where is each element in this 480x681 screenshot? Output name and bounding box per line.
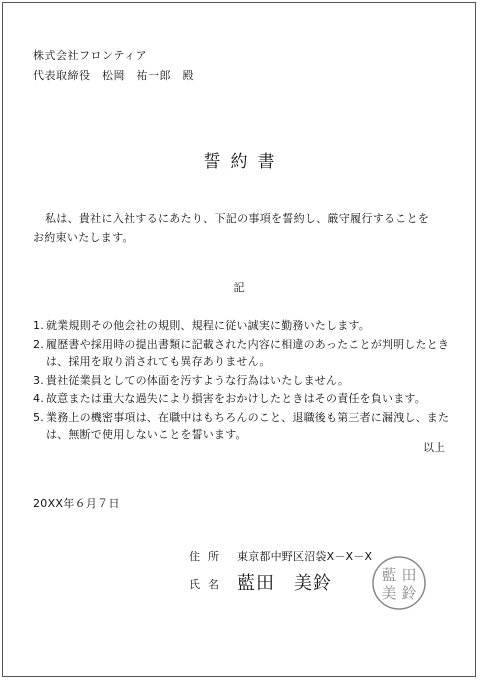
seal-char: 藍 [381,566,397,584]
item-text: 履歴書や採用時の提出書類に記載された内容に相違のあったことが判明したときは、採用を取り消されても異存ありません。 [46,337,450,368]
pledge-statement [33,209,458,247]
item-number: 2. [33,337,44,351]
signer-name: 藍田 美鈴 [237,573,332,594]
pledge-item [33,336,463,371]
closing-mark: 以上 [423,441,445,454]
document-date: 20XX年６月７日 [33,497,120,510]
pledge-item [33,409,463,444]
item-text: 就業規則その他会社の規則、規程に従い誠実に勤務いたします。 [46,319,370,332]
pledge-items [33,317,463,445]
name-label: 氏名 [189,578,227,591]
statement-line-2: お約束いたします。 [33,231,134,244]
pledge-item [33,317,463,335]
personal-seal [371,555,427,611]
item-number: 5. [33,410,44,424]
signer-address: 東京都中野区沼袋X－X－X [237,550,373,563]
document-title: 誓約書 [203,152,285,172]
item-number: 4. [33,392,44,405]
item-text: 故意または重大な過失により損害をおかけしたときはその責任を負います。 [46,392,426,405]
item-number: 3. [33,373,44,387]
item-text: 貴社従業員としての体面を汚すような行為はいたしません。 [46,373,350,387]
seal-char: 鈴 [401,584,417,602]
item-number: 1. [33,319,44,332]
ki-heading: 記 [233,281,245,294]
addressee-company: 株式会社フロンティア [33,49,148,62]
addressee-person: 代表取締役 松岡 祐一郎 殿 [33,69,194,82]
statement-line-1: 私は、貴社に入社するにあたり、下記の事項を誓約し、厳守履行することを [45,212,430,225]
pledge-item [33,372,463,390]
seal-char: 美 [381,584,397,602]
address-label: 住所 [189,550,227,563]
item-text: 業務上の機密事項は、在職中はもちろんのこと、退職後も第三者に漏洩し、または、無断で使用しないことを誓います。 [46,410,450,441]
pledge-item [33,390,463,408]
seal-char: 田 [401,566,417,584]
pledge-document [2,2,476,677]
